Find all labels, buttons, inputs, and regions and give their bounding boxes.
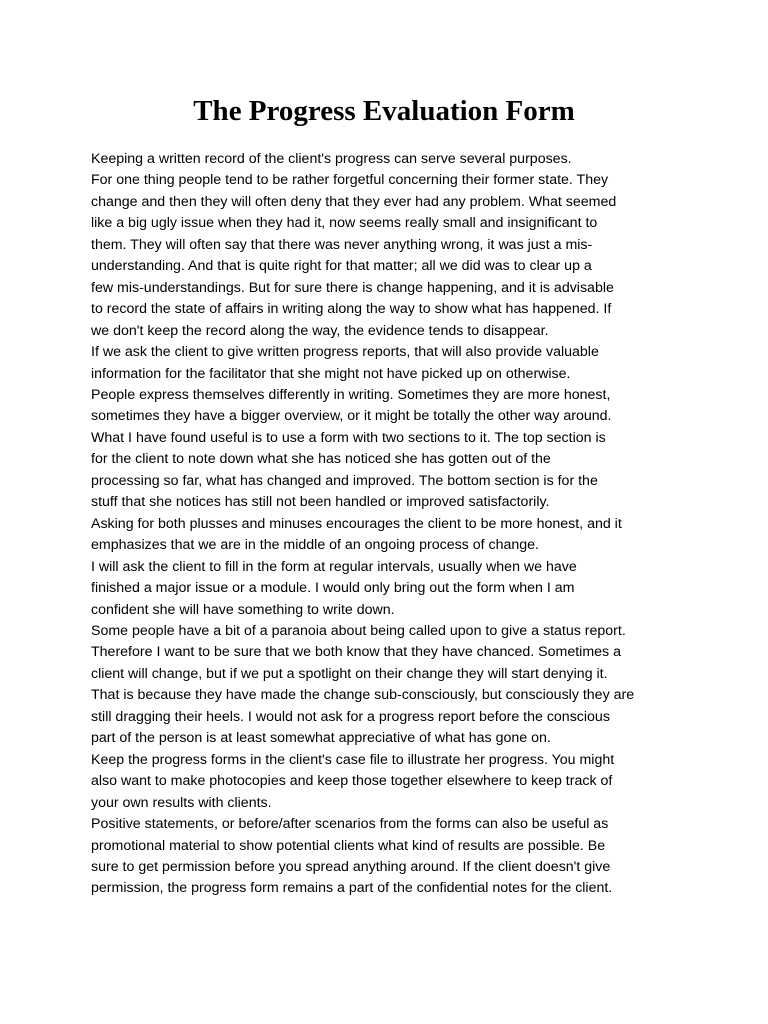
text-line: permission, the progress form remains a part of the confidential notes for the client. (91, 880, 613, 897)
page-title: The Progress Evaluation Form (193, 95, 575, 127)
text-line: People express themselves differently in writing. Sometimes they are more honest, (91, 386, 611, 403)
text-line: like a big ugly issue when they had it, now seems really small and insignificant to (91, 215, 598, 232)
text-line: your own results with clients. (91, 794, 272, 811)
text-line: Asking for both plusses and minuses encourages the client to be more honest, and it (91, 515, 622, 532)
text-line: also want to make photocopies and keep those together elsewhere to keep track of (91, 773, 613, 790)
text-line: change and then they will often deny that they ever had any problem. What seemed (91, 193, 617, 210)
text-line: information for the facilitator that she might not have picked up on otherwise. (91, 365, 571, 382)
text-line: confident she will have something to write down. (91, 601, 395, 618)
text-line: we don't keep the record along the way, the evidence tends to disappear. (91, 322, 549, 339)
text-line: to record the state of affairs in writing along the way to show what has happened. If (91, 301, 612, 318)
text-line: sure to get permission before you spread anything around. If the client doesn't give (91, 858, 611, 875)
text-line: finished a major issue or a module. I would only bring out the form when I am (91, 580, 575, 597)
text-line: client will change, but if we put a spotlight on their change they will start denying it. (91, 665, 608, 682)
text-line: For one thing people tend to be rather forgetful concerning their former state. They (91, 172, 609, 189)
text-line: understanding. And that is quite right for that matter; all we did was to clear up a (91, 258, 592, 275)
text-line: sometimes they have a bigger overview, or it might be totally the other way around. (91, 408, 612, 425)
text-line: If we ask the client to give written progress reports, that will also provide valuable (91, 344, 599, 361)
text-line: for the client to note down what she has noticed she has gotten out of the (91, 451, 551, 468)
text-line: stuff that she notices has still not been handled or improved satisfactorily. (91, 494, 550, 511)
text-line: emphasizes that we are in the middle of an ongoing process of change. (91, 537, 539, 554)
text-line: processing so far, what has changed and improved. The bottom section is for the (91, 472, 598, 489)
text-line: part of the person is at least somewhat appreciative of what has gone on. (91, 730, 551, 747)
text-line: Keep the progress forms in the client's case file to illustrate her progress. You might (91, 751, 615, 768)
text-line: I will ask the client to fill in the form at regular intervals, usually when we have (91, 558, 577, 575)
text-line: Positive statements, or before/after scenarios from the forms can also be useful as (91, 816, 609, 833)
body-text (91, 149, 691, 900)
text-line: them. They will often say that there was never anything wrong, it was just a mis- (91, 236, 593, 253)
text-line: Some people have a bit of a paranoia about being called upon to give a status report. (91, 622, 626, 639)
text-line: promotional material to show potential clients what kind of results are possible. Be (91, 837, 606, 854)
text-line: Keeping a written record of the client's progress can serve several purposes. (91, 151, 572, 167)
text-line: still dragging their heels. I would not ask for a progress report before the conscious (91, 708, 610, 725)
text-line: That is because they have made the change sub-consciously, but consciously they are (91, 687, 635, 704)
text-line: Therefore I want to be sure that we both know that they have chanced. Sometimes a (91, 644, 621, 661)
text-line: few mis-understandings. But for sure there is change happening, and it is advisable (91, 279, 614, 296)
text-line: What I have found useful is to use a form with two sections to it. The top section is (91, 429, 606, 446)
